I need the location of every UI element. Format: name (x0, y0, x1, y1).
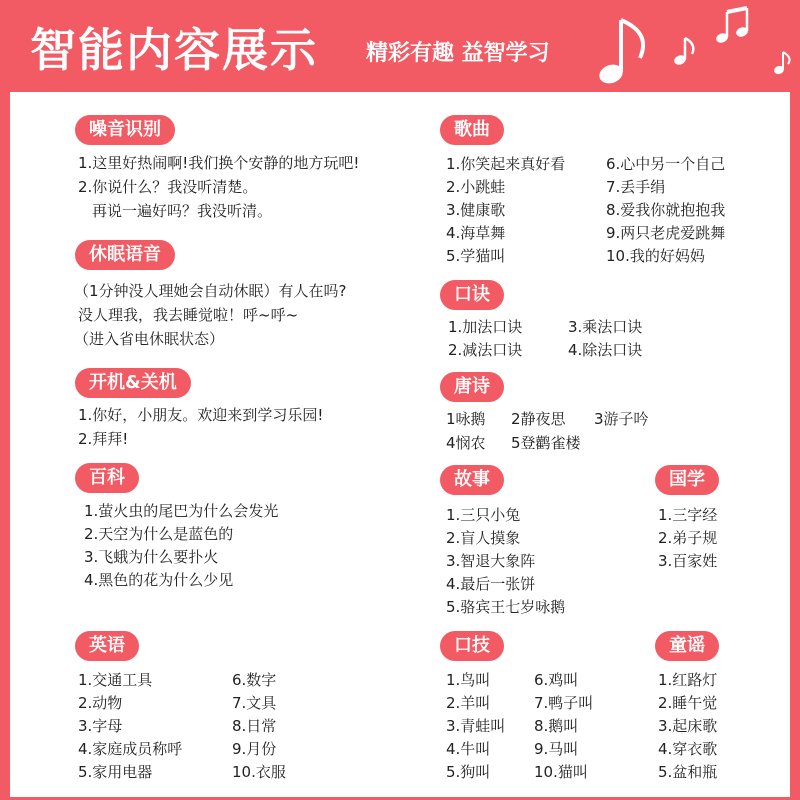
power-section (75, 368, 191, 398)
poem-item: 3游子吟 (594, 410, 649, 428)
nursery-tag: 童谣 (655, 631, 719, 661)
nursery-item: 5.盆和瓶 (658, 763, 718, 781)
noise-line-3: 再说一遍好吗？我没听清。 (92, 202, 273, 220)
song-item: 9.两只老虎爱跳舞 (606, 224, 726, 242)
poem-item: 2静夜思 (511, 410, 566, 428)
sleep-line-3: （进入省电休眠状态） (74, 330, 225, 348)
encyclopedia-tag: 百科 (75, 463, 139, 493)
english-item: 8.日常 (232, 717, 277, 735)
song-item: 7.丢手绢 (606, 178, 666, 196)
english-item: 3.字母 (78, 717, 123, 735)
poem-item: 5登鹳雀楼 (511, 434, 581, 452)
story-item: 1.三只小兔 (446, 506, 521, 524)
header (0, 0, 800, 92)
noise-line-2: 2.你说什么？我没听清楚。 (78, 178, 258, 196)
mimicry-item: 5.狗叫 (446, 763, 491, 781)
story-item: 3.智退大象阵 (446, 552, 536, 570)
power-tag: 开机&关机 (75, 368, 191, 398)
english-section (75, 631, 139, 661)
encyclopedia-line-3: 3.飞蛾为什么要扑火 (84, 548, 219, 566)
stories-tag: 故事 (440, 465, 504, 495)
song-item: 1.你笑起来真好看 (446, 155, 566, 173)
guoxue-tag: 国学 (655, 465, 719, 495)
english-item: 5.家用电器 (78, 763, 153, 781)
poems-tag: 唐诗 (440, 372, 504, 402)
sleep-line-2: 没人理我，我去睡觉啦！呼~呼~ (78, 306, 299, 324)
math-item: 1.加法口诀 (448, 318, 523, 336)
story-item: 2.盲人摸象 (446, 529, 521, 547)
mimicry-tag: 口技 (440, 631, 504, 661)
encyclopedia-line-4: 4.黑色的花为什么少见 (84, 571, 234, 589)
music-note-icon (0, 0, 800, 92)
songs-section (440, 115, 504, 145)
math-item: 2.减法口诀 (448, 341, 523, 359)
song-item: 10.我的好妈妈 (606, 247, 705, 265)
mimicry-item: 9.马叫 (534, 740, 579, 758)
sleep-tag: 休眠语音 (75, 240, 175, 270)
encyclopedia-section (75, 463, 139, 493)
guoxue-item: 2.弟子规 (658, 529, 718, 547)
sleep-section (75, 240, 175, 270)
song-item: 3.健康歌 (446, 201, 506, 219)
mimicry-item: 6.鸡叫 (534, 671, 579, 689)
mimicry-item: 8.鹅叫 (534, 717, 579, 735)
mimicry-item: 4.牛叫 (446, 740, 491, 758)
song-item: 8.爱我你就抱抱我 (606, 201, 726, 219)
nursery-item: 3.起床歌 (658, 717, 718, 735)
sleep-line-1: （1分钟没人理她会自动休眠）有人在吗? (74, 282, 347, 300)
songs-tag: 歌曲 (440, 115, 504, 145)
english-item: 10.衣服 (232, 763, 286, 781)
noise-tag: 噪音识别 (75, 115, 175, 145)
encyclopedia-line-2: 2.天空为什么是蓝色的 (84, 525, 234, 543)
poem-item: 1咏鹅 (446, 410, 486, 428)
english-item: 6.数字 (232, 671, 277, 689)
song-item: 2.小跳蛙 (446, 178, 506, 196)
math-item: 4.除法口诀 (568, 341, 643, 359)
english-item: 9.月份 (232, 740, 277, 758)
song-item: 5.学猫叫 (446, 247, 506, 265)
math-tag: 口诀 (440, 280, 504, 310)
mimicry-item: 1.鸟叫 (446, 671, 491, 689)
english-item: 1.交通工具 (78, 671, 153, 689)
guoxue-section (655, 465, 719, 495)
mimicry-item: 7.鸭子叫 (534, 694, 594, 712)
guoxue-item: 3.百家姓 (658, 552, 718, 570)
math-item: 3.乘法口诀 (568, 318, 643, 336)
stories-section (440, 465, 504, 495)
mimicry-item: 2.羊叫 (446, 694, 491, 712)
nursery-item: 2.睡午觉 (658, 694, 718, 712)
nursery-item: 1.红路灯 (658, 671, 718, 689)
english-item: 4.家庭成员称呼 (78, 740, 183, 758)
math-section (440, 280, 504, 310)
mimicry-section (440, 631, 504, 661)
page-title: 智能内容展示 (30, 23, 318, 77)
mimicry-item: 10.猫叫 (534, 763, 588, 781)
nursery-item: 4.穿衣歌 (658, 740, 718, 758)
noise-section (75, 115, 175, 145)
poem-item: 4悯农 (446, 434, 486, 452)
english-item: 2.动物 (78, 694, 123, 712)
power-line-1: 1.你好，小朋友。欢迎来到学习乐园! (78, 406, 324, 424)
power-line-2: 2.拜拜! (78, 430, 129, 448)
mimicry-item: 3.青蛙叫 (446, 717, 506, 735)
guoxue-item: 1.三字经 (658, 506, 718, 524)
encyclopedia-line-1: 1.萤火虫的尾巴为什么会发光 (84, 502, 279, 520)
story-item: 4.最后一张饼 (446, 575, 536, 593)
nursery-section (655, 631, 719, 661)
english-tag: 英语 (75, 631, 139, 661)
song-item: 6.心中另一个自己 (606, 155, 726, 173)
english-item: 7.文具 (232, 694, 277, 712)
noise-line-1: 1.这里好热闹啊!我们换个安静的地方玩吧! (78, 154, 360, 172)
song-item: 4.海草舞 (446, 224, 506, 242)
poems-section (440, 372, 504, 402)
story-item: 5.骆宾王七岁咏鹅 (446, 598, 566, 616)
content-panel (10, 92, 790, 797)
page-subtitle: 精彩有趣 益智学习 (366, 41, 550, 66)
